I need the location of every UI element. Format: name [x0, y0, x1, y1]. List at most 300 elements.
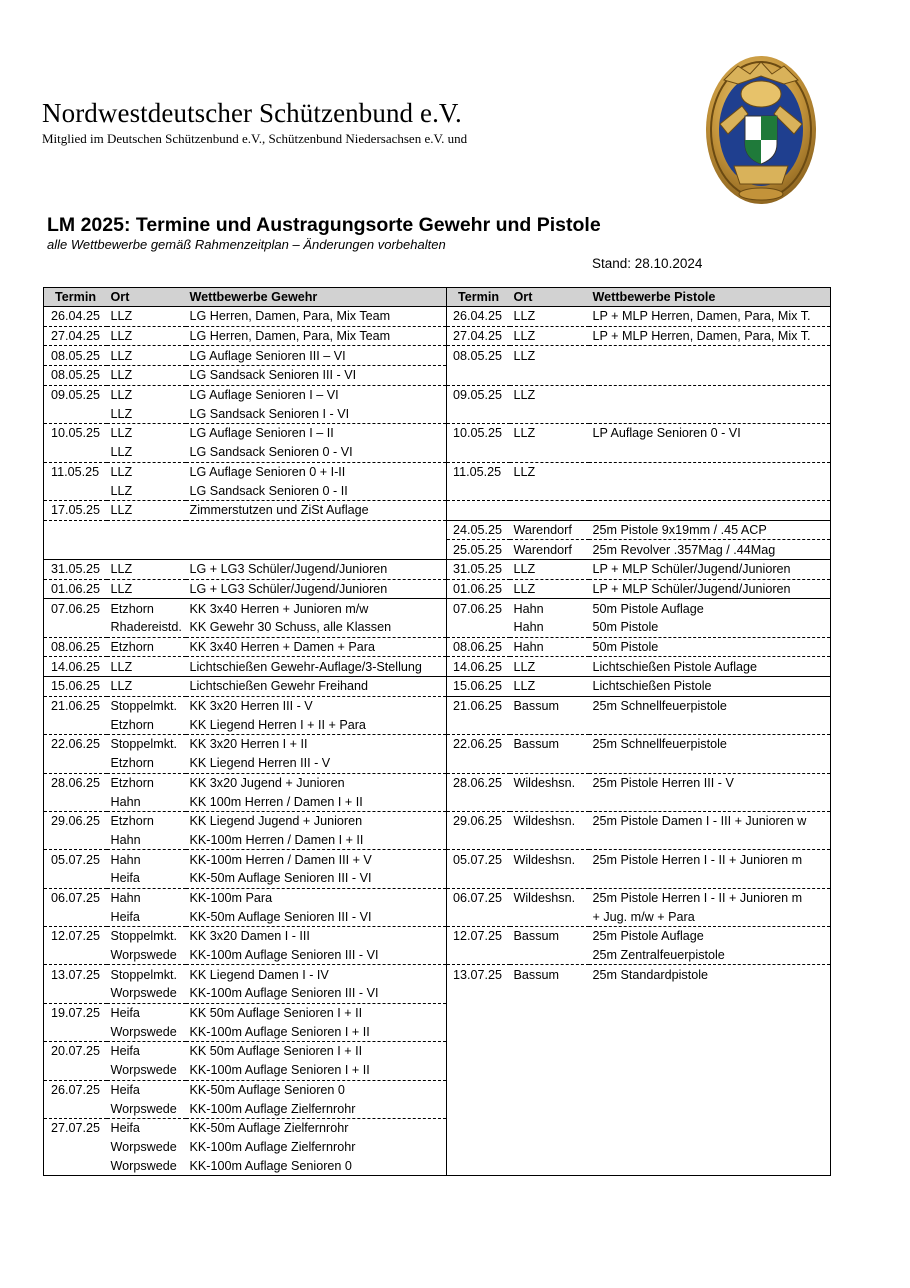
table-row [44, 677, 831, 697]
cell-termin-pistole [447, 869, 510, 888]
cell-termin-gewehr: 08.05.25 [44, 366, 107, 386]
cell-ort-gewehr: LLZ [107, 462, 186, 481]
cell-ort-gewehr: LLZ [107, 579, 186, 599]
table-row [44, 366, 831, 386]
cell-termin-pistole: 06.07.25 [447, 888, 510, 907]
cell-termin-gewehr: 19.07.25 [44, 1003, 107, 1022]
cell-termin-gewehr: 17.05.25 [44, 500, 107, 520]
table-row [44, 1003, 831, 1022]
cell-termin-pistole: 31.05.25 [447, 559, 510, 579]
cell-termin-gewehr: 26.04.25 [44, 307, 107, 327]
cell-wettbewerb-pistole [589, 1022, 831, 1041]
cell-termin-pistole: 25.05.25 [447, 540, 510, 560]
cell-termin-pistole [447, 1061, 510, 1080]
table-row [44, 1118, 831, 1137]
cell-ort-pistole [510, 1099, 589, 1118]
cell-ort-gewehr: LLZ [110, 309, 133, 324]
table-row [44, 500, 831, 520]
cell-termin-pistole [447, 754, 510, 773]
cell-wettbewerb-pistole: 25m Schnellfeuerpistole [589, 696, 831, 715]
cell-wettbewerb-gewehr: KK-100m Auflage Senioren I + II [189, 1024, 370, 1039]
table-row [44, 657, 831, 677]
cell-wettbewerb-pistole: LP + MLP Herren, Damen, Para, Mix T. [589, 326, 831, 346]
org-name: Nordwestdeutscher Schützenbund e.V. [42, 98, 462, 128]
cell-ort-gewehr: Etzhorn [107, 811, 186, 830]
cell-wettbewerb-gewehr: KK-100m Para [186, 888, 447, 907]
table-row [44, 443, 831, 462]
stand-date: Stand: 28.10.2024 [592, 256, 703, 271]
cell-termin-pistole [447, 946, 510, 965]
cell-termin-gewehr [44, 481, 107, 500]
cell-ort-pistole: Hahn [510, 637, 589, 657]
table-row [44, 1080, 831, 1099]
cell-termin-pistole: 13.07.25 [447, 965, 510, 984]
cell-wettbewerb-pistole [589, 1061, 831, 1080]
cell-termin-pistole [447, 443, 510, 462]
cell-termin-pistole [447, 831, 510, 850]
cell-wettbewerb-pistole [589, 754, 831, 773]
cell-ort-gewehr: LLZ [107, 346, 186, 366]
schedule-body [44, 307, 831, 1176]
table-row [44, 404, 831, 423]
cell-wettbewerb-gewehr: KK Liegend Damen I - IV [186, 965, 447, 984]
cell-wettbewerb-pistole: 25m Zentralfeuerpistole [589, 946, 831, 965]
cell-ort-gewehr: LLZ [110, 483, 133, 498]
cell-termin-pistole: 08.05.25 [447, 346, 510, 366]
cell-ort-pistole: LLZ [510, 579, 589, 599]
cell-termin-pistole: 07.06.25 [447, 599, 510, 618]
table-row [44, 520, 831, 540]
cell-termin-pistole [447, 481, 510, 500]
table-row [44, 618, 831, 637]
cell-ort-pistole [510, 481, 589, 500]
cell-ort-pistole: LLZ [513, 309, 536, 324]
cell-wettbewerb-pistole: LP + MLP Schüler/Jugend/Junioren [589, 559, 831, 579]
cell-ort-gewehr: Heifa [110, 871, 140, 886]
table-row [44, 946, 831, 965]
cell-wettbewerb-gewehr: KK-100m Auflage Senioren III - VI [189, 948, 379, 963]
cell-termin-pistole: 28.06.25 [447, 773, 510, 792]
cell-termin-pistole: 27.04.25 [447, 326, 510, 346]
cell-termin-gewehr [44, 754, 107, 773]
cell-wettbewerb-pistole [589, 404, 831, 423]
table-row [44, 637, 831, 657]
cell-wettbewerb-pistole [589, 1156, 831, 1175]
cell-termin-gewehr [44, 907, 107, 926]
cell-termin-gewehr [44, 1099, 107, 1118]
cell-termin-gewehr [44, 792, 107, 811]
cell-ort-gewehr: LLZ [107, 424, 186, 443]
cell-termin-pistole [447, 1080, 510, 1099]
cell-termin-pistole: 26.04.25 [447, 307, 510, 327]
table-row [44, 385, 831, 404]
cell-wettbewerb-gewehr: Zimmerstutzen und ZiSt Auflage [186, 500, 447, 520]
cell-termin-pistole: 05.07.25 [447, 850, 510, 869]
cell-termin-pistole [447, 984, 510, 1003]
cell-wettbewerb-pistole [589, 715, 831, 734]
cell-termin-gewehr [44, 520, 107, 540]
cell-wettbewerb-pistole: 25m Pistole Herren I - II + Junioren m [589, 850, 831, 869]
cell-termin-gewehr: 01.06.25 [44, 579, 107, 599]
cell-ort-pistole [510, 1138, 589, 1157]
cell-wettbewerb-gewehr: KK 3x20 Jugend + Junioren [186, 773, 447, 792]
cell-termin-pistole [447, 1138, 510, 1157]
cell-wettbewerb-pistole: 25m Pistole Auflage [589, 927, 831, 946]
cell-wettbewerb-gewehr: KK-50m Auflage Senioren 0 [186, 1080, 447, 1099]
cell-termin-pistole [447, 1042, 510, 1061]
cell-wettbewerb-gewehr: KK-100m Auflage Senioren 0 [186, 1156, 447, 1175]
cell-ort-gewehr [107, 540, 186, 560]
cell-wettbewerb-pistole [589, 831, 831, 850]
cell-ort-gewehr: Worpswede [110, 1101, 177, 1116]
cell-wettbewerb-pistole [589, 1118, 831, 1137]
cell-wettbewerb-gewehr: KK-100m Auflage Senioren I + II [189, 1063, 370, 1078]
cell-termin-gewehr: 27.04.25 [44, 326, 107, 346]
header-ort-gewehr: Ort [107, 288, 186, 307]
cell-ort-pistole [510, 907, 589, 926]
cell-wettbewerb-pistole [589, 1003, 831, 1022]
cell-wettbewerb-pistole: + Jug. m/w + Para [589, 907, 831, 926]
cell-wettbewerb-gewehr: LG Auflage Senioren I – VI [186, 385, 447, 404]
cell-ort-gewehr: Worpswede [107, 1156, 186, 1175]
cell-ort-gewehr: Rhadereistd. [110, 620, 182, 635]
table-row [44, 599, 831, 618]
cell-wettbewerb-gewehr: KK 3x40 Herren + Damen + Para [186, 637, 447, 657]
cell-termin-pistole [447, 1156, 510, 1175]
cell-wettbewerb-pistole [589, 984, 831, 1003]
cell-wettbewerb-gewehr: KK-50m Auflage Senioren III - VI [189, 871, 372, 886]
cell-termin-gewehr [44, 1156, 107, 1175]
cell-ort-pistole [510, 715, 589, 734]
cell-ort-gewehr: LLZ [107, 559, 186, 579]
cell-termin-gewehr [44, 946, 107, 965]
cell-ort-gewehr: Hahn [110, 832, 141, 847]
cell-wettbewerb-gewehr [186, 520, 447, 540]
cell-termin-gewehr: 29.06.25 [44, 811, 107, 830]
cell-wettbewerb-gewehr: KK-100m Herren / Damen I + II [189, 832, 364, 847]
table-row [44, 307, 831, 327]
cell-termin-pistole [447, 366, 510, 386]
cell-ort-pistole: LLZ [510, 385, 589, 404]
cell-ort-gewehr: Stoppelmkt. [107, 927, 186, 946]
cell-ort-gewehr: Heifa [107, 1080, 186, 1099]
cell-wettbewerb-pistole: 25m Pistole Herren I - II + Junioren m [589, 888, 831, 907]
cell-wettbewerb-gewehr: LG Auflage Senioren 0 + I-II [186, 462, 447, 481]
table-row [44, 792, 831, 811]
cell-ort-pistole: Warendorf [510, 540, 589, 560]
cell-termin-pistole: 29.06.25 [447, 811, 510, 830]
cell-wettbewerb-gewehr: LG Sandsack Senioren 0 - VI [189, 445, 353, 460]
header-termin-gewehr: Termin [44, 288, 107, 307]
cell-ort-pistole [510, 1022, 589, 1041]
club-emblem-icon [704, 54, 818, 206]
cell-wettbewerb-pistole [589, 481, 831, 500]
cell-ort-pistole: LLZ [510, 326, 589, 346]
cell-ort-pistole: LLZ [510, 346, 589, 366]
cell-ort-pistole: LLZ [510, 559, 589, 579]
cell-wettbewerb-gewehr: KK 3x20 Herren I + II [186, 735, 447, 754]
cell-wettbewerb-gewehr: KK 3x20 Damen I - III [186, 927, 447, 946]
cell-ort-gewehr: Etzhorn [107, 773, 186, 792]
cell-ort-gewehr: LLZ [110, 445, 133, 460]
cell-ort-pistole: LLZ [510, 657, 589, 677]
table-row [44, 888, 831, 907]
cell-ort-gewehr: LLZ [107, 366, 186, 386]
cell-wettbewerb-pistole [589, 443, 831, 462]
cell-wettbewerb-pistole: 25m Pistole 9x19mm / .45 ACP [589, 520, 831, 540]
cell-termin-gewehr: 14.06.25 [44, 657, 107, 677]
header-termin-pistole: Termin [447, 288, 510, 307]
cell-wettbewerb-gewehr: LG + LG3 Schüler/Jugend/Junioren [186, 559, 447, 579]
table-row [44, 559, 831, 579]
table-row [44, 831, 831, 850]
cell-termin-gewehr: 06.07.25 [44, 888, 107, 907]
cell-wettbewerb-pistole: 25m Revolver .357Mag / .44Mag [589, 540, 831, 560]
cell-ort-pistole [510, 831, 589, 850]
table-row [44, 1022, 831, 1041]
cell-wettbewerb-pistole: 25m Pistole Herren III - V [589, 773, 831, 792]
cell-wettbewerb-pistole [589, 1080, 831, 1099]
cell-wettbewerb-pistole [589, 366, 831, 386]
cell-termin-pistole: 24.05.25 [447, 520, 510, 540]
cell-wettbewerb-pistole [589, 1042, 831, 1061]
cell-wettbewerb-gewehr: LG Sandsack Senioren I - VI [189, 406, 350, 421]
cell-ort-pistole: Hahn [510, 599, 589, 618]
cell-termin-pistole: 08.06.25 [447, 637, 510, 657]
cell-ort-gewehr: Worpswede [110, 1024, 177, 1039]
cell-wettbewerb-pistole [589, 346, 831, 366]
cell-wettbewerb-pistole [589, 792, 831, 811]
cell-ort-gewehr: Etzhorn [110, 717, 154, 732]
cell-wettbewerb-gewehr: KK-100m Herren / Damen III + V [186, 850, 447, 869]
cell-ort-pistole [510, 404, 589, 423]
cell-termin-gewehr: 08.05.25 [44, 346, 107, 366]
cell-wettbewerb-gewehr: Lichtschießen Gewehr-Auflage/3-Stellung [186, 657, 447, 677]
cell-ort-pistole [510, 366, 589, 386]
cell-wettbewerb-gewehr: LG Auflage Senioren III – VI [186, 346, 447, 366]
table-row [44, 579, 831, 599]
cell-wettbewerb-gewehr: KK-100m Auflage Senioren III - VI [189, 986, 379, 1001]
table-row [44, 927, 831, 946]
cell-ort-gewehr: Hahn [107, 888, 186, 907]
cell-wettbewerb-gewehr: KK 3x20 Herren III - V [186, 696, 447, 715]
cell-termin-gewehr [44, 618, 107, 637]
table-row [44, 540, 831, 560]
cell-termin-gewehr: 12.07.25 [44, 927, 107, 946]
cell-ort-gewehr: LLZ [107, 677, 186, 697]
cell-ort-gewehr: Stoppelmkt. [107, 735, 186, 754]
cell-wettbewerb-pistole: LP + MLP Herren, Damen, Para, Mix T. [589, 307, 831, 327]
cell-ort-gewehr: Etzhorn [107, 599, 186, 618]
table-row [44, 1042, 831, 1061]
cell-termin-pistole [447, 618, 510, 637]
cell-ort-gewehr: Heifa [110, 909, 140, 924]
cell-termin-pistole: 12.07.25 [447, 927, 510, 946]
table-row [44, 326, 831, 346]
cell-termin-gewehr: 27.07.25 [44, 1118, 107, 1137]
cell-termin-gewehr [44, 984, 107, 1003]
cell-termin-gewehr: 20.07.25 [44, 1042, 107, 1061]
cell-termin-pistole: 14.06.25 [447, 657, 510, 677]
cell-wettbewerb-gewehr: KK Liegend Herren III - V [189, 756, 331, 771]
cell-termin-gewehr [44, 715, 107, 734]
cell-termin-pistole [447, 1099, 510, 1118]
cell-wettbewerb-pistole: 25m Schnellfeuerpistole [589, 735, 831, 754]
cell-wettbewerb-gewehr: KK-50m Auflage Senioren III - VI [189, 909, 372, 924]
cell-ort-pistole [510, 869, 589, 888]
cell-wettbewerb-gewehr: LG Auflage Senioren I – II [186, 424, 447, 443]
table-header-row [44, 288, 831, 307]
table-row [44, 773, 831, 792]
cell-ort-gewehr: Worpswede [110, 986, 177, 1001]
cell-ort-gewehr: Heifa [107, 1042, 186, 1061]
cell-termin-gewehr [44, 869, 107, 888]
cell-ort-gewehr: Hahn [107, 850, 186, 869]
cell-termin-pistole [447, 1003, 510, 1022]
cell-wettbewerb-gewehr [186, 540, 447, 560]
cell-ort-gewehr: Worpswede [110, 1139, 177, 1154]
cell-termin-pistole: 22.06.25 [447, 735, 510, 754]
cell-ort-pistole: Bassum [510, 696, 589, 715]
cell-termin-gewehr: 11.05.25 [44, 462, 107, 481]
table-row [44, 1156, 831, 1175]
cell-termin-gewehr [44, 1138, 107, 1157]
cell-wettbewerb-gewehr: LG Sandsack Senioren 0 - II [189, 483, 348, 498]
table-row [44, 1138, 831, 1157]
cell-ort-gewehr [107, 520, 186, 540]
cell-ort-gewehr: Heifa [107, 1003, 186, 1022]
cell-wettbewerb-pistole [589, 462, 831, 481]
cell-termin-gewehr [44, 831, 107, 850]
table-row [44, 1099, 831, 1118]
table-row [44, 715, 831, 734]
table-row [44, 735, 831, 754]
cell-wettbewerb-pistole: Lichtschießen Pistole [589, 677, 831, 697]
header-wettbewerbe-gewehr: Wettbewerbe Gewehr [186, 288, 447, 307]
cell-ort-pistole [510, 792, 589, 811]
cell-wettbewerb-gewehr: LG Herren, Damen, Para, Mix Team [186, 326, 447, 346]
cell-termin-gewehr: 15.06.25 [44, 677, 107, 697]
cell-wettbewerb-gewehr: KK Liegend Jugend + Junioren [186, 811, 447, 830]
cell-ort-pistole: Wildeshsn. [510, 850, 589, 869]
cell-wettbewerb-pistole: 50m Pistole [589, 637, 831, 657]
header-ort-pistole: Ort [510, 288, 589, 307]
cell-wettbewerb-gewehr: KK 3x40 Herren + Junioren m/w [186, 599, 447, 618]
document-title: LM 2025: Termine und Austragungsorte Gewehr und Pistole [47, 214, 601, 236]
cell-ort-pistole [510, 1003, 589, 1022]
cell-ort-pistole: LLZ [510, 424, 589, 443]
cell-ort-gewehr: Worpswede [110, 1063, 177, 1078]
cell-wettbewerb-pistole [589, 385, 831, 404]
table-row [44, 850, 831, 869]
cell-wettbewerb-gewehr: KK 50m Auflage Senioren I + II [186, 1003, 447, 1022]
cell-termin-gewehr: 08.06.25 [44, 637, 107, 657]
cell-ort-gewehr: Heifa [107, 1118, 186, 1137]
cell-ort-gewehr: Etzhorn [110, 756, 154, 771]
cell-termin-pistole [447, 1118, 510, 1137]
cell-termin-pistole [447, 715, 510, 734]
cell-ort-pistole: Hahn [513, 620, 544, 635]
cell-ort-pistole [510, 946, 589, 965]
cell-termin-gewehr: 05.07.25 [44, 850, 107, 869]
cell-wettbewerb-gewehr: KK-50m Auflage Zielfernrohr [186, 1118, 447, 1137]
cell-termin-pistole [447, 404, 510, 423]
cell-termin-gewehr: 31.05.25 [44, 559, 107, 579]
cell-wettbewerb-pistole [589, 500, 831, 520]
table-row [44, 907, 831, 926]
cell-wettbewerb-gewehr: KK 50m Auflage Senioren I + II [186, 1042, 447, 1061]
cell-ort-pistole: Warendorf [510, 520, 589, 540]
table-row [44, 984, 831, 1003]
cell-ort-pistole: Bassum [510, 927, 589, 946]
cell-ort-gewehr: LLZ [107, 500, 186, 520]
cell-termin-pistole: 10.05.25 [447, 424, 510, 443]
cell-wettbewerb-pistole: 50m Pistole [589, 618, 831, 637]
cell-ort-pistole: LLZ [510, 677, 589, 697]
cell-ort-gewehr: LLZ [110, 406, 133, 421]
cell-wettbewerb-pistole: Lichtschießen Pistole Auflage [589, 657, 831, 677]
cell-ort-pistole: LLZ [510, 462, 589, 481]
cell-wettbewerb-gewehr: KK-100m Auflage Zielfernrohr [189, 1139, 356, 1154]
cell-termin-pistole: 11.05.25 [447, 462, 510, 481]
cell-ort-gewehr: LLZ [107, 385, 186, 404]
cell-termin-gewehr [44, 540, 107, 560]
cell-ort-pistole: Wildeshsn. [510, 888, 589, 907]
cell-termin-gewehr [44, 443, 107, 462]
cell-wettbewerb-pistole [589, 869, 831, 888]
table-row [44, 696, 831, 715]
cell-wettbewerb-gewehr: KK 100m Herren / Damen I + II [189, 794, 363, 809]
table-row [44, 965, 831, 984]
cell-wettbewerb-gewehr: LG Herren, Damen, Para, Mix Team [189, 309, 391, 324]
cell-ort-pistole: Bassum [510, 965, 589, 984]
cell-ort-gewehr: Worpswede [110, 948, 177, 963]
cell-termin-pistole: 01.06.25 [447, 579, 510, 599]
cell-termin-pistole: 15.06.25 [447, 677, 510, 697]
cell-ort-gewehr: LLZ [107, 657, 186, 677]
cell-ort-gewehr: LLZ [107, 326, 186, 346]
cell-wettbewerb-gewehr: KK Liegend Herren I + II + Para [189, 717, 366, 732]
header-wettbewerbe-pistole: Wettbewerbe Pistole [589, 288, 831, 307]
org-subtitle: Mitglied im Deutschen Schützenbund e.V., Schützenbund Niedersachsen e.V. und [42, 131, 468, 146]
cell-ort-pistole [510, 1061, 589, 1080]
cell-termin-pistole: 09.05.25 [447, 385, 510, 404]
cell-termin-gewehr: 10.05.25 [44, 424, 107, 443]
table-row [44, 481, 831, 500]
cell-ort-gewehr: Hahn [110, 794, 141, 809]
cell-wettbewerb-gewehr: LG Sandsack Senioren III - VI [186, 366, 447, 386]
cell-termin-gewehr: 09.05.25 [44, 385, 107, 404]
cell-ort-pistole: Wildeshsn. [510, 773, 589, 792]
cell-ort-pistole: Bassum [510, 735, 589, 754]
table-row [44, 754, 831, 773]
cell-ort-pistole [510, 1156, 589, 1175]
cell-wettbewerb-pistole: 25m Pistole Damen I - III + Junioren w [589, 811, 831, 830]
cell-wettbewerb-pistole: LP + MLP Schüler/Jugend/Junioren [589, 579, 831, 599]
cell-termin-pistole: 21.06.25 [447, 696, 510, 715]
cell-wettbewerb-gewehr: Lichtschießen Gewehr Freihand [186, 677, 447, 697]
cell-ort-pistole [510, 984, 589, 1003]
table-row [44, 346, 831, 366]
cell-wettbewerb-gewehr: LG + LG3 Schüler/Jugend/Junioren [186, 579, 447, 599]
cell-wettbewerb-gewehr: KK Gewehr 30 Schuss, alle Klassen [189, 620, 392, 635]
table-row [44, 424, 831, 443]
cell-ort-pistole [510, 1042, 589, 1061]
table-row [44, 869, 831, 888]
cell-ort-gewehr: Stoppelmkt. [107, 696, 186, 715]
cell-termin-gewehr [44, 1061, 107, 1080]
cell-termin-gewehr: 07.06.25 [44, 599, 107, 618]
